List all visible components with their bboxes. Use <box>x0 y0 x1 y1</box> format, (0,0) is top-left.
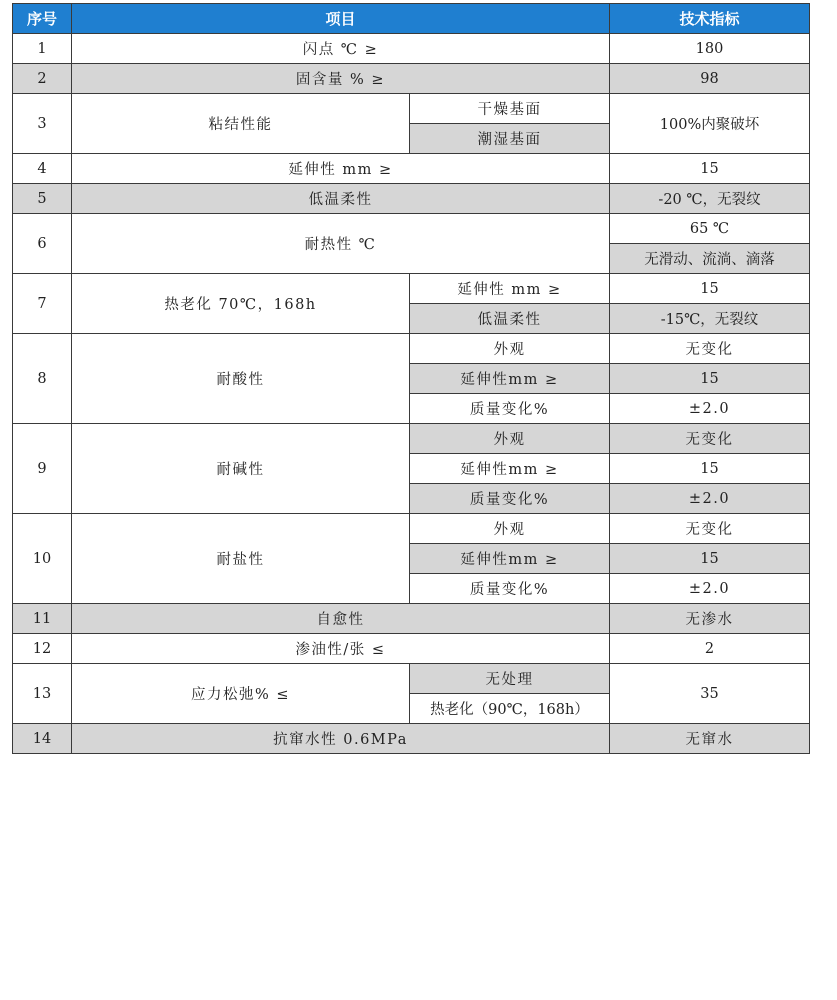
row-no: 14 <box>13 724 72 754</box>
row-no: 5 <box>13 184 72 214</box>
row-no: 4 <box>13 154 72 184</box>
row-no: 7 <box>13 274 72 334</box>
row-item: 耐碱性 <box>72 424 410 514</box>
row-item: 闪点 ℃ ≥ <box>72 34 610 64</box>
table-row <box>13 214 810 244</box>
row-item: 热老化 70℃，168h <box>72 274 410 334</box>
header-item: 项目 <box>72 4 610 34</box>
row-spec: 无滑动、流淌、滴落 <box>610 244 810 274</box>
table-row <box>13 634 810 664</box>
row-no: 3 <box>13 94 72 154</box>
row-spec: 无变化 <box>610 424 810 454</box>
row-subitem: 热老化（90℃，168h） <box>410 694 610 724</box>
row-spec: ±2.0 <box>610 484 810 514</box>
table-row <box>13 664 810 694</box>
row-spec: 15 <box>610 454 810 484</box>
row-item: 自愈性 <box>72 604 610 634</box>
table-row <box>13 724 810 754</box>
row-spec: 65 ℃ <box>610 214 810 244</box>
row-spec: ±2.0 <box>610 394 810 424</box>
row-subitem: 潮湿基面 <box>410 124 610 154</box>
row-subitem: 延伸性mm ≥ <box>410 454 610 484</box>
row-spec: 无变化 <box>610 514 810 544</box>
row-subitem: 低温柔性 <box>410 304 610 334</box>
row-subitem: 干燥基面 <box>410 94 610 124</box>
table-row <box>13 184 810 214</box>
row-no: 12 <box>13 634 72 664</box>
row-subitem: 延伸性mm ≥ <box>410 544 610 574</box>
row-item: 耐酸性 <box>72 334 410 424</box>
table-row <box>13 334 810 364</box>
row-item: 渗油性/张 ≤ <box>72 634 610 664</box>
row-item: 耐热性 ℃ <box>72 214 610 274</box>
table-row <box>13 64 810 94</box>
row-spec: 98 <box>610 64 810 94</box>
row-item: 低温柔性 <box>72 184 610 214</box>
row-subitem: 外观 <box>410 514 610 544</box>
row-no: 6 <box>13 214 72 274</box>
table-row <box>13 94 810 124</box>
header-no: 序号 <box>13 4 72 34</box>
row-spec: 15 <box>610 364 810 394</box>
header-row <box>13 4 810 34</box>
row-subitem: 质量变化% <box>410 484 610 514</box>
table-row <box>13 604 810 634</box>
row-spec: 15 <box>610 544 810 574</box>
row-subitem: 延伸性mm ≥ <box>410 364 610 394</box>
table-row <box>13 424 810 454</box>
row-spec: 无窜水 <box>610 724 810 754</box>
row-spec: -15℃，无裂纹 <box>610 304 810 334</box>
row-item: 应力松弛% ≤ <box>72 664 410 724</box>
row-subitem: 无处理 <box>410 664 610 694</box>
row-no: 9 <box>13 424 72 514</box>
row-spec: 100%内聚破坏 <box>610 94 810 154</box>
row-no: 10 <box>13 514 72 604</box>
row-no: 8 <box>13 334 72 424</box>
row-spec: -20 ℃，无裂纹 <box>610 184 810 214</box>
row-subitem: 质量变化% <box>410 574 610 604</box>
row-spec: ±2.0 <box>610 574 810 604</box>
row-item: 耐盐性 <box>72 514 410 604</box>
spec-table <box>12 3 810 754</box>
row-spec: 无变化 <box>610 334 810 364</box>
row-spec: 15 <box>610 274 810 304</box>
row-subitem: 延伸性 mm ≥ <box>410 274 610 304</box>
row-no: 13 <box>13 664 72 724</box>
row-spec: 无渗水 <box>610 604 810 634</box>
row-subitem: 外观 <box>410 424 610 454</box>
header-spec: 技术指标 <box>610 4 810 34</box>
table-row <box>13 154 810 184</box>
row-subitem: 外观 <box>410 334 610 364</box>
table-row <box>13 274 810 304</box>
row-subitem: 质量变化% <box>410 394 610 424</box>
row-no: 1 <box>13 34 72 64</box>
row-item: 固含量 % ≥ <box>72 64 610 94</box>
table-row <box>13 34 810 64</box>
row-spec: 15 <box>610 154 810 184</box>
row-item: 抗窜水性 0.6MPa <box>72 724 610 754</box>
table-row <box>13 514 810 544</box>
row-spec: 180 <box>610 34 810 64</box>
row-spec: 2 <box>610 634 810 664</box>
row-no: 11 <box>13 604 72 634</box>
row-spec: 35 <box>610 664 810 724</box>
row-no: 2 <box>13 64 72 94</box>
row-item: 粘结性能 <box>72 94 410 154</box>
row-item: 延伸性 mm ≥ <box>72 154 610 184</box>
